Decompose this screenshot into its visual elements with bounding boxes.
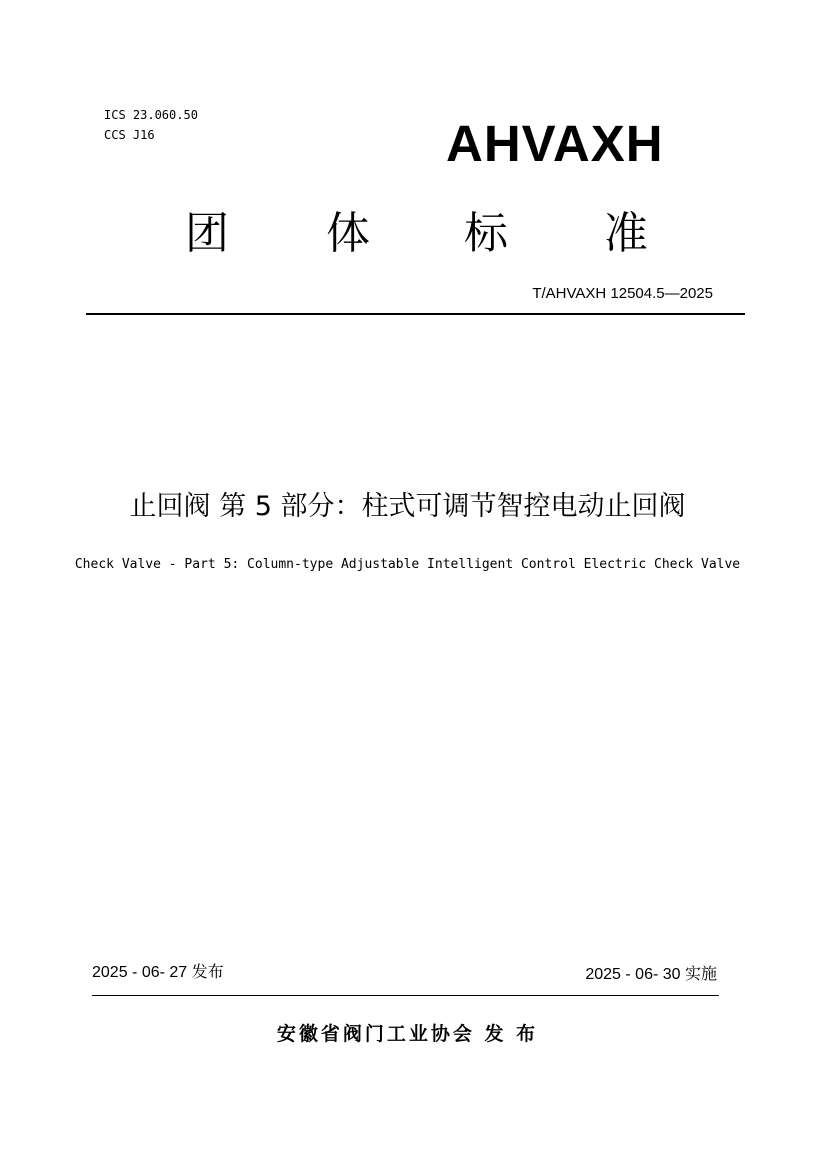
- standard-number: T/AHVAXH 12504.5—2025: [532, 285, 713, 302]
- english-title: Check Valve - Part 5: Column-type Adjustable Intelligent Control Electric Check Valve: [74, 557, 741, 572]
- ccs-code: CCS J16: [104, 128, 155, 142]
- chinese-title: 止回阀 第 5 部分：柱式可调节智控电动止回阀: [129, 491, 686, 522]
- standard-type-char: 体: [326, 208, 370, 259]
- publisher: 安徽省阀门工业协会 发 布: [276, 1023, 539, 1045]
- ics-code: ICS 23.060.50: [104, 108, 198, 122]
- footer-divider: [92, 995, 719, 996]
- header-divider: [86, 313, 745, 315]
- issue-date: 2025 - 06- 27 发布: [92, 964, 224, 981]
- implementation-date: 2025 - 06- 30 实施: [585, 966, 717, 983]
- organization-code: AHVAXH: [446, 115, 664, 172]
- standard-type-char: 准: [604, 208, 648, 259]
- standard-type-char: 标: [464, 208, 508, 259]
- standard-type-heading: [0, 204, 815, 264]
- standard-type-char: 团: [185, 208, 229, 259]
